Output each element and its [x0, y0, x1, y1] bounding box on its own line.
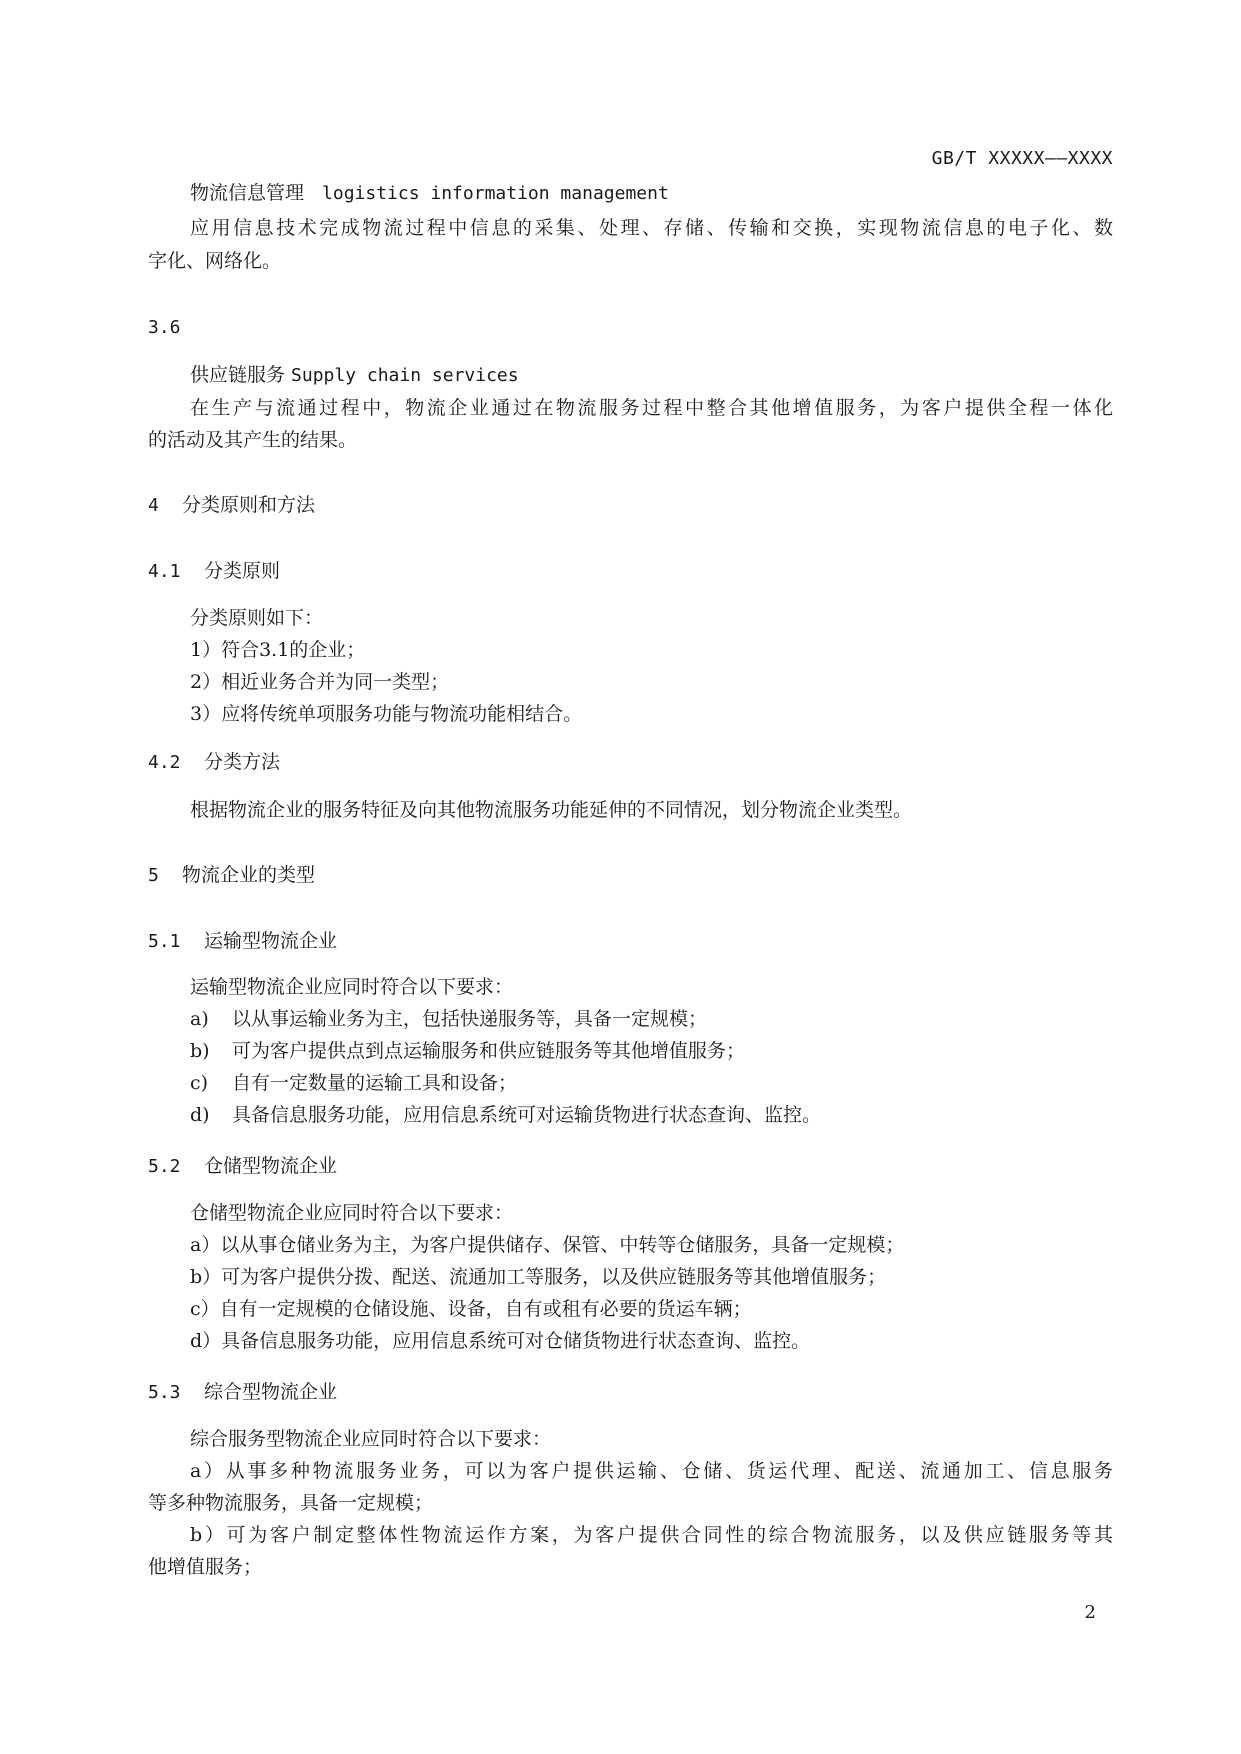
section-5-3-heading	[148, 1377, 1113, 1408]
list-item-b-line1: b）可为客户制定整体性物流运作方案，为客户提供合同性的综合物流服务，以及供应链服务等其	[190, 1524, 1113, 1546]
list-item-label: b)	[190, 1040, 210, 1062]
list-item	[190, 1100, 1155, 1130]
term-en: Supply chain services	[291, 365, 519, 386]
section-5-2-heading	[148, 1151, 1113, 1182]
term-3-5-title	[190, 178, 1155, 209]
list-item: 2）相近业务合并为同一类型；	[190, 671, 450, 693]
list-item: a）以从事仓储业务为主，为客户提供储存、保管、中转等仓储服务，具备一定规模；	[190, 1234, 905, 1256]
list-item-label: d)	[190, 1104, 210, 1126]
list-item: c）自有一定规模的仓储设施、设备，自有或租有必要的货运车辆；	[190, 1298, 752, 1320]
list-item: 3）应将传统单项服务功能与物流功能相结合。	[190, 703, 583, 725]
term-3-6-definition-line2: 的活动及其产生的结果。	[148, 429, 358, 451]
section-4-2-heading	[148, 747, 1113, 778]
section-title: 仓储型物流企业	[204, 1155, 338, 1177]
list-item-a-line2: 等多种物流服务，具备一定规模；	[148, 1492, 434, 1514]
section-title: 综合型物流企业	[204, 1381, 338, 1403]
term-3-5-definition-line2: 字化、网络化。	[148, 250, 282, 272]
list-item	[190, 1004, 1155, 1034]
section-title: 分类方法	[204, 751, 281, 773]
section-5-2-intro: 仓储型物流企业应同时符合以下要求：	[190, 1202, 514, 1224]
term-3-6-definition-line1: 在生产与流通过程中，物流企业通过在物流服务过程中整合其他增值服务，为客户提供全程一体化	[190, 397, 1113, 419]
term-3-6-title	[190, 360, 1155, 391]
list-item-text: 自有一定数量的运输工具和设备；	[232, 1072, 518, 1094]
list-item: d）具备信息服务功能，应用信息系统可对仓储货物进行状态查询、监控。	[190, 1330, 811, 1352]
list-item-a-line1: a）从事多种物流服务业务，可以为客户提供运输、仓储、货运代理、配送、流通加工、信息服务	[190, 1460, 1113, 1482]
section-4-1-heading	[148, 556, 1113, 587]
list-item-text: 具备信息服务功能，应用信息系统可对运输货物进行状态查询、监控。	[232, 1104, 822, 1126]
list-item-label: a)	[190, 1008, 209, 1030]
section-5-1-intro: 运输型物流企业应同时符合以下要求：	[190, 976, 514, 998]
section-number: 5.1	[148, 931, 181, 952]
list-item-label: c)	[190, 1072, 209, 1094]
section-number: 5	[148, 865, 159, 886]
section-title: 物流企业的类型	[182, 864, 316, 886]
page-number: 2	[1084, 1602, 1096, 1623]
list-item-b-line2: 他增值服务；	[148, 1556, 263, 1578]
section-5-3-intro: 综合服务型物流企业应同时符合以下要求：	[190, 1428, 552, 1450]
term-3-5-definition-line1: 应用信息技术完成物流过程中信息的采集、处理、存储、传输和交换，实现物流信息的电子化、数	[190, 217, 1113, 239]
list-item	[190, 1036, 1155, 1066]
section-number: 4.2	[148, 752, 181, 773]
term-3-6-number: 3.6	[148, 317, 181, 338]
section-4-1-intro: 分类原则如下：	[190, 607, 324, 629]
list-item-text: 可为客户提供点到点运输服务和供应链服务等其他增值服务；	[232, 1040, 746, 1062]
section-title: 分类原则	[204, 560, 281, 582]
section-title: 运输型物流企业	[204, 930, 338, 952]
section-number: 4	[148, 495, 159, 516]
section-5-heading	[148, 860, 1113, 891]
section-4-2-text: 根据物流企业的服务特征及向其他物流服务功能延伸的不同情况，划分物流企业类型。	[190, 799, 913, 821]
list-item	[190, 1068, 1155, 1098]
list-item: 1）符合3.1的企业；	[190, 639, 366, 661]
document-code: GB/T XXXXX——XXXX	[931, 148, 1113, 169]
list-item-text: 以从事运输业务为主，包括快递服务等，具备一定规模；	[232, 1008, 708, 1030]
list-item: b）可为客户提供分拨、配送、流通加工等服务，以及供应链服务等其他增值服务；	[190, 1266, 887, 1288]
section-5-1-heading	[148, 926, 1113, 957]
term-cn: 物流信息管理	[190, 182, 305, 204]
term-en: logistics information management	[322, 183, 669, 204]
term-cn: 供应链服务	[190, 364, 286, 386]
section-title: 分类原则和方法	[182, 494, 316, 516]
section-number: 5.3	[148, 1382, 181, 1403]
section-number: 5.2	[148, 1156, 181, 1177]
section-4-heading	[148, 490, 1113, 521]
section-number: 4.1	[148, 561, 181, 582]
term-3-6-number-line	[148, 312, 1113, 343]
